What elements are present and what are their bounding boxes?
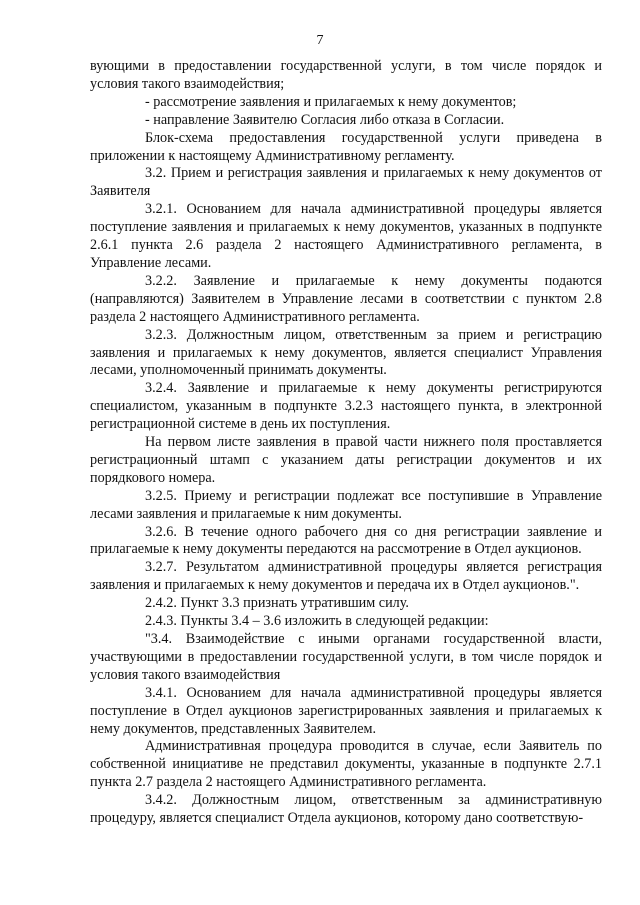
paragraph: 2.4.2. Пункт 3.3 признать утратившим силу. (145, 595, 409, 612)
section-heading: "3.4. Взаимодействие с иными органами государственной власти, участвующими в предоставлении государственной услуги, в том числе порядок и условия такого взаимодействия (90, 631, 602, 683)
paragraph: Административная процедура проводится в случае, если Заявитель по собственной инициативе не представил документы, указанные в подпункте 2.7.1 пункта 2.7 раздела 2 настоящего Административного регламента. (90, 738, 602, 791)
paragraph: вующими в предоставлении государственной услуги, в том числе порядок и условия такого взаимодействия; (90, 58, 602, 92)
paragraph: 3.2.3. Должностным лицом, ответственным за прием и регистрацию заявления и прилагаемых к нему документов, является специалист Управления лесами, уполномоченный принимать документы. (90, 326, 602, 379)
paragraph: 3.2.5. Приему и регистрации подлежат все поступившие в Управление лесами заявления и прилагаемые к ним документы. (90, 487, 602, 522)
paragraph: - направление Заявителю Согласия либо отказа в Согласии. (145, 111, 505, 128)
paragraph: 2.4.3. Пункты 3.4 – 3.6 изложить в следующей редакции: (145, 613, 489, 630)
paragraph: 3.4.1. Основанием для начала административной процедуры является поступление в Отдел аукционов зарегистрированных заявления и прилагаемых к нему документов, представленных Заявителем. (90, 684, 602, 737)
paragraph: 3.2.4. Заявление и прилагаемые к нему документы регистрируются специалистом, указанным в подпункте 3.2.3 настоящего пункта, в электронной регистрационной системе в день их поступления. (90, 380, 602, 433)
paragraph: 3.2.7. Результатом административной процедуры является регистрация заявления и прилагаемых к нему документов и передача их в Отдел аукционов.". (90, 559, 602, 594)
paragraph: На первом листе заявления в правой части нижнего поля проставляется регистрационный штамп с указанием даты регистрации документов и их порядкового номера. (90, 434, 602, 486)
paragraph: 3.2.1. Основанием для начала административной процедуры является поступление заявления и прилагаемых к нему документов, указанных в подпункте 2.6.1 пункта 2.6 раздела 2 настоящего Административного регламента, в Управление лесами. (90, 201, 602, 271)
paragraph: 3.2.6. В течение одного рабочего дня со дня регистрации заявление и прилагаемые к нему документы передаются на рассмотрение в Отдел аукционов. (90, 523, 602, 558)
paragraph: 3.2.2. Заявление и прилагаемые к нему документы подаются (направляются) Заявителем в Управление лесами в соответствии с пунктом 2.8 раздела 2 настоящего Административного регламента. (90, 272, 602, 325)
paragraph: Блок-схема предоставления государственной услуги приведена в приложении к настоящему Административному регламенту. (90, 129, 602, 164)
section-heading: 3.2. Прием и регистрация заявления и прилагаемых к нему документов от Заявителя (90, 165, 602, 200)
paragraph: - рассмотрение заявления и прилагаемых к нему документов; (145, 93, 517, 110)
page-number: 7 (316, 33, 324, 48)
paragraph: 3.4.2. Должностным лицом, ответственным за административную процедуру, является специалист Отдела аукционов, которому дано соответствую- (90, 792, 602, 827)
document-body (90, 58, 602, 828)
